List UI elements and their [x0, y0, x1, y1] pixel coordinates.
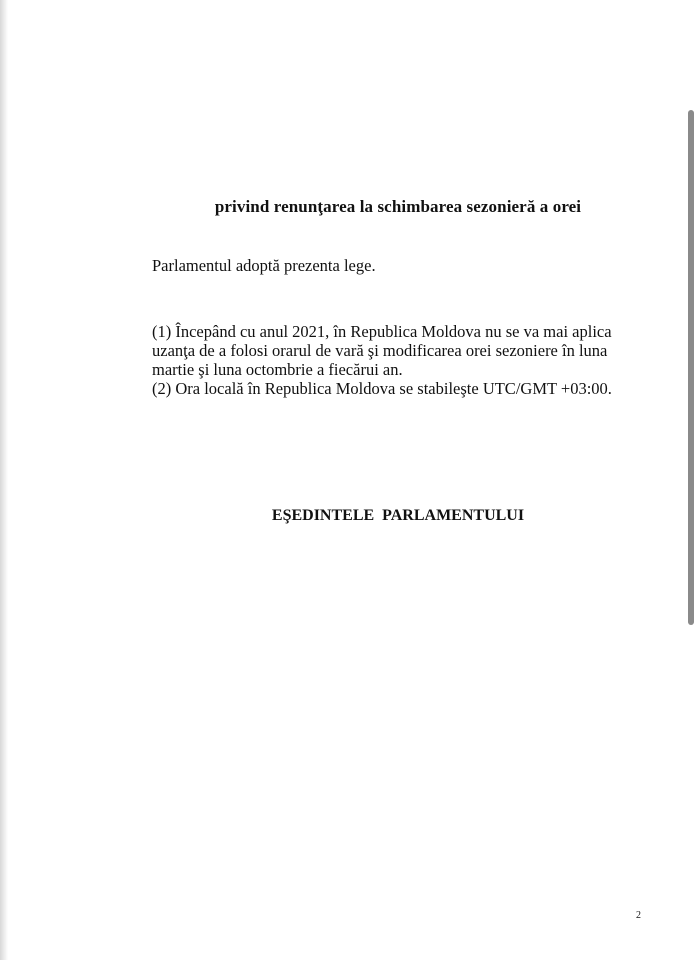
adoption-statement: Parlamentul adoptă prezenta lege. [152, 256, 376, 275]
vertical-scrollbar[interactable] [684, 0, 698, 960]
law-title: privind renunţarea la schimbarea sezonieră a orei [214, 197, 582, 216]
signature-block: EŞEDINTELE PARLAMENTULUI [271, 507, 525, 524]
article-2: (2) Ora locală în Republica Moldova se stabileşte UTC/GMT +03:00. [152, 379, 612, 398]
article-1: (1) Începând cu anul 2021, în Republica Moldova nu se va mai aplica uzanţa de a folosi orarul de vară şi modificarea orei sezoniere în luna martie şi luna octombrie a fiecărui an. [152, 322, 612, 379]
page-number: 2 [636, 910, 641, 921]
scrollbar-thumb[interactable] [688, 110, 694, 625]
law-articles [152, 322, 652, 398]
